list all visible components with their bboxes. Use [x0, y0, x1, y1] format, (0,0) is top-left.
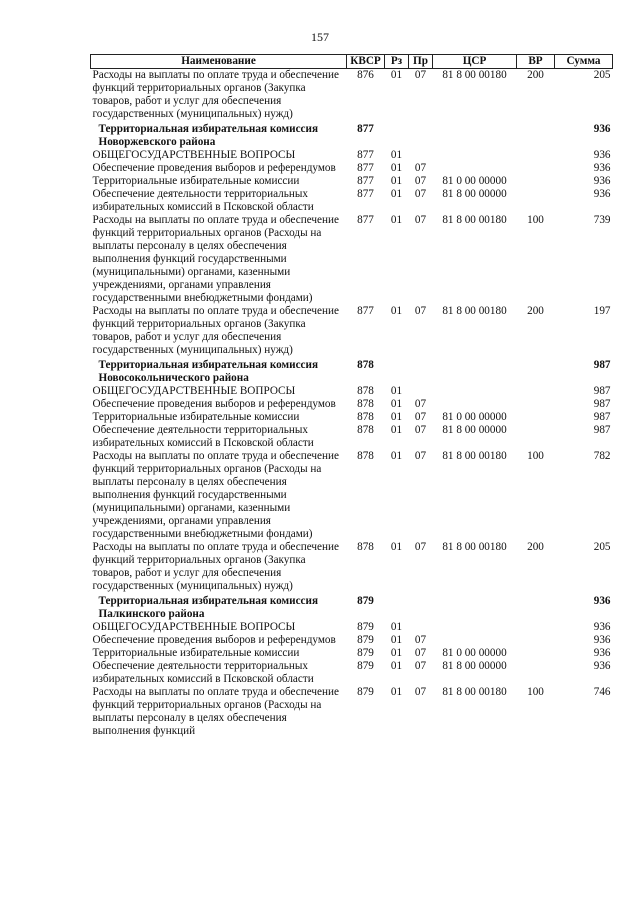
table-row — [91, 450, 613, 541]
cell-rz — [385, 121, 409, 149]
cell-name: ОБЩЕГОСУДАРСТВЕННЫЕ ВОПРОСЫ — [92, 149, 296, 161]
cell-kvsr: 876 — [357, 69, 374, 81]
cell-rz — [385, 593, 409, 621]
table-row — [91, 162, 613, 175]
cell-pr: 07 — [414, 398, 427, 410]
cell-rz: 01 — [390, 450, 403, 462]
cell-name: Территориальная избирательная комиссия Новоржевского района — [98, 123, 318, 148]
cell-name: Расходы на выплаты по оплате труда и обеспечение функций территориальных органов (Закупка товаров, работ и услуг для обеспечения государственных (муниципальных) нужд) — [92, 541, 339, 592]
cell-csr — [433, 621, 517, 634]
cell-pr — [409, 385, 433, 398]
cell-sum: 987 — [593, 424, 611, 436]
cell-name: Территориальная избирательная комиссия Палкинского района — [98, 595, 318, 620]
cell-csr: 81 8 00 00180 — [442, 69, 507, 81]
cell-sum: 739 — [593, 214, 611, 226]
cell-kvsr: 877 — [357, 214, 374, 226]
cell-vr — [517, 162, 555, 175]
cell-pr: 07 — [414, 647, 427, 659]
table-row — [91, 398, 613, 411]
header-sum: Сумма — [555, 55, 613, 69]
cell-kvsr: 878 — [357, 385, 374, 397]
cell-sum: 936 — [593, 123, 611, 135]
cell-rz: 01 — [390, 149, 403, 161]
cell-vr — [517, 121, 555, 149]
cell-rz: 01 — [390, 305, 403, 317]
cell-name: Расходы на выплаты по оплате труда и обеспечение функций территориальных органов (Расходы на выплаты персоналу в целях обеспечения выполнения функций — [92, 686, 339, 737]
cell-rz: 01 — [390, 647, 403, 659]
header-rz: Рз — [385, 55, 409, 69]
cell-csr — [433, 357, 517, 385]
cell-pr — [409, 593, 433, 621]
table-row — [91, 647, 613, 660]
cell-pr: 07 — [414, 411, 427, 423]
cell-sum: 936 — [593, 621, 611, 633]
table-body — [91, 69, 613, 739]
cell-name: Обеспечение проведения выборов и референдумов — [92, 634, 336, 646]
cell-kvsr: 878 — [357, 398, 374, 410]
cell-sum: 936 — [593, 595, 611, 607]
cell-rz: 01 — [390, 411, 403, 423]
table-row — [91, 305, 613, 357]
table-row — [91, 175, 613, 188]
table-row — [91, 214, 613, 305]
cell-name: ОБЩЕГОСУДАРСТВЕННЫЕ ВОПРОСЫ — [92, 385, 296, 397]
cell-name: Обеспечение деятельности территориальных избирательных комиссий в Псковской области — [92, 660, 314, 685]
cell-kvsr: 879 — [357, 686, 374, 698]
cell-kvsr: 878 — [357, 359, 374, 371]
cell-kvsr: 878 — [357, 450, 374, 462]
cell-kvsr: 878 — [357, 411, 374, 423]
cell-vr — [517, 175, 555, 188]
table-row — [91, 411, 613, 424]
cell-name: Расходы на выплаты по оплате труда и обеспечение функций территориальных органов (Расходы на выплаты персоналу в целях обеспечения выполнения функций государственными (муниципальными) органами, казенными учреждениями, органами управления государственными внебюджетными фондами) — [92, 450, 339, 540]
cell-pr: 07 — [414, 686, 427, 698]
cell-csr: 81 8 00 00180 — [442, 450, 507, 462]
cell-vr — [517, 634, 555, 647]
cell-name: Территориальные избирательные комиссии — [92, 647, 300, 659]
cell-kvsr: 877 — [357, 175, 374, 187]
cell-rz: 01 — [390, 398, 403, 410]
cell-pr: 07 — [414, 541, 427, 553]
cell-rz: 01 — [390, 214, 403, 226]
cell-sum: 936 — [593, 647, 611, 659]
cell-kvsr: 877 — [357, 149, 374, 161]
cell-name: ОБЩЕГОСУДАРСТВЕННЫЕ ВОПРОСЫ — [92, 621, 296, 633]
cell-name: Обеспечение деятельности территориальных избирательных комиссий в Псковской области — [92, 424, 314, 449]
cell-sum: 936 — [593, 149, 611, 161]
cell-kvsr: 879 — [357, 660, 374, 672]
cell-pr: 07 — [414, 188, 427, 200]
cell-kvsr: 878 — [357, 424, 374, 436]
cell-pr: 07 — [414, 450, 427, 462]
budget-table — [90, 54, 613, 738]
cell-vr — [517, 149, 555, 162]
cell-vr — [517, 424, 555, 450]
cell-pr: 07 — [414, 305, 427, 317]
cell-sum: 936 — [593, 175, 611, 187]
cell-vr — [517, 621, 555, 634]
cell-vr: 100 — [527, 450, 544, 462]
cell-csr: 81 0 00 00000 — [442, 411, 507, 423]
cell-rz — [385, 357, 409, 385]
page-number: 157 — [311, 30, 329, 44]
table-row — [91, 188, 613, 214]
table-row-commission — [91, 121, 613, 149]
cell-kvsr: 877 — [357, 123, 374, 135]
cell-vr — [517, 647, 555, 660]
cell-sum: 205 — [593, 541, 611, 553]
cell-sum: 936 — [593, 634, 611, 646]
cell-pr — [409, 121, 433, 149]
cell-pr: 07 — [414, 162, 427, 174]
cell-kvsr: 878 — [357, 541, 374, 553]
cell-vr — [517, 398, 555, 411]
cell-csr: 81 8 00 00000 — [442, 424, 507, 436]
cell-csr: 81 8 00 00180 — [442, 305, 507, 317]
cell-name: Обеспечение деятельности территориальных избирательных комиссий в Псковской области — [92, 188, 314, 213]
table-row — [91, 660, 613, 686]
cell-csr — [433, 398, 517, 411]
cell-kvsr: 879 — [357, 621, 374, 633]
cell-csr: 81 8 00 00000 — [442, 660, 507, 672]
header-kvsr: КВСР — [347, 55, 385, 69]
cell-pr: 07 — [414, 69, 427, 81]
cell-vr: 200 — [527, 69, 544, 81]
cell-csr: 81 8 00 00180 — [442, 686, 507, 698]
table-row — [91, 621, 613, 634]
cell-rz: 01 — [390, 541, 403, 553]
table-row — [91, 149, 613, 162]
cell-rz: 01 — [390, 686, 403, 698]
cell-vr — [517, 593, 555, 621]
cell-csr: 81 8 00 00180 — [442, 541, 507, 553]
table-row — [91, 686, 613, 738]
cell-vr — [517, 660, 555, 686]
cell-rz: 01 — [390, 162, 403, 174]
table-row — [91, 424, 613, 450]
cell-csr — [433, 149, 517, 162]
cell-pr: 07 — [414, 175, 427, 187]
cell-csr — [433, 593, 517, 621]
cell-kvsr: 879 — [357, 595, 374, 607]
cell-rz: 01 — [390, 424, 403, 436]
cell-sum: 987 — [593, 411, 611, 423]
cell-name: Обеспечение проведения выборов и референдумов — [92, 398, 336, 410]
cell-name: Территориальные избирательные комиссии — [92, 175, 300, 187]
cell-csr: 81 8 00 00180 — [442, 214, 507, 226]
cell-rz: 01 — [390, 621, 403, 633]
cell-sum: 936 — [593, 188, 611, 200]
cell-vr: 100 — [527, 214, 544, 226]
cell-name: Расходы на выплаты по оплате труда и обеспечение функций территориальных органов (Закупка товаров, работ и услуг для обеспечения государственных (муниципальных) нужд) — [92, 69, 339, 120]
cell-rz: 01 — [390, 69, 403, 81]
cell-vr — [517, 385, 555, 398]
cell-pr: 07 — [414, 424, 427, 436]
cell-csr — [433, 634, 517, 647]
cell-name: Обеспечение проведения выборов и референдумов — [92, 162, 336, 174]
cell-rz: 01 — [390, 188, 403, 200]
cell-csr: 81 0 00 00000 — [442, 647, 507, 659]
header-vr: ВР — [517, 55, 555, 69]
cell-csr — [433, 121, 517, 149]
cell-pr: 07 — [414, 634, 427, 646]
cell-pr: 07 — [414, 660, 427, 672]
cell-sum: 205 — [593, 69, 611, 81]
cell-rz: 01 — [390, 385, 403, 397]
cell-rz: 01 — [390, 660, 403, 672]
cell-vr — [517, 411, 555, 424]
cell-vr — [517, 357, 555, 385]
cell-kvsr: 877 — [357, 305, 374, 317]
cell-sum: 936 — [593, 660, 611, 672]
cell-csr — [433, 162, 517, 175]
cell-name: Территориальные избирательные комиссии — [92, 411, 300, 423]
cell-sum: 987 — [593, 398, 611, 410]
cell-sum: 746 — [593, 686, 611, 698]
table-row — [91, 385, 613, 398]
cell-name: Расходы на выплаты по оплате труда и обеспечение функций территориальных органов (Расходы на выплаты персоналу в целях обеспечения выполнения функций государственными (муниципальными) органами, казенными учреждениями, органами управления государственными внебюджетными фондами) — [92, 214, 339, 304]
table-header-row — [91, 55, 613, 69]
cell-csr: 81 8 00 00000 — [442, 188, 507, 200]
cell-kvsr: 879 — [357, 634, 374, 646]
cell-csr: 81 0 00 00000 — [442, 175, 507, 187]
cell-pr — [409, 357, 433, 385]
header-name: Наименование — [91, 55, 347, 69]
cell-kvsr: 877 — [357, 188, 374, 200]
cell-sum: 197 — [593, 305, 611, 317]
cell-sum: 782 — [593, 450, 611, 462]
cell-sum: 987 — [593, 385, 611, 397]
cell-csr — [433, 385, 517, 398]
cell-vr — [517, 188, 555, 214]
cell-kvsr: 879 — [357, 647, 374, 659]
cell-pr: 07 — [414, 214, 427, 226]
cell-name: Территориальная избирательная комиссия Новосокольнического района — [98, 359, 318, 384]
cell-pr — [409, 149, 433, 162]
cell-rz: 01 — [390, 634, 403, 646]
cell-rz: 01 — [390, 175, 403, 187]
cell-vr: 200 — [527, 305, 544, 317]
cell-sum: 987 — [593, 359, 611, 371]
cell-pr — [409, 621, 433, 634]
table-row — [91, 541, 613, 593]
table-row-commission — [91, 357, 613, 385]
cell-sum: 936 — [593, 162, 611, 174]
table-row — [91, 69, 613, 122]
cell-kvsr: 877 — [357, 162, 374, 174]
table-row — [91, 634, 613, 647]
cell-vr: 100 — [527, 686, 544, 698]
cell-name: Расходы на выплаты по оплате труда и обеспечение функций территориальных органов (Закупка товаров, работ и услуг для обеспечения государственных (муниципальных) нужд) — [92, 305, 339, 356]
header-csr: ЦСР — [433, 55, 517, 69]
cell-vr: 200 — [527, 541, 544, 553]
table-row-commission — [91, 593, 613, 621]
header-pr: Пр — [409, 55, 433, 69]
